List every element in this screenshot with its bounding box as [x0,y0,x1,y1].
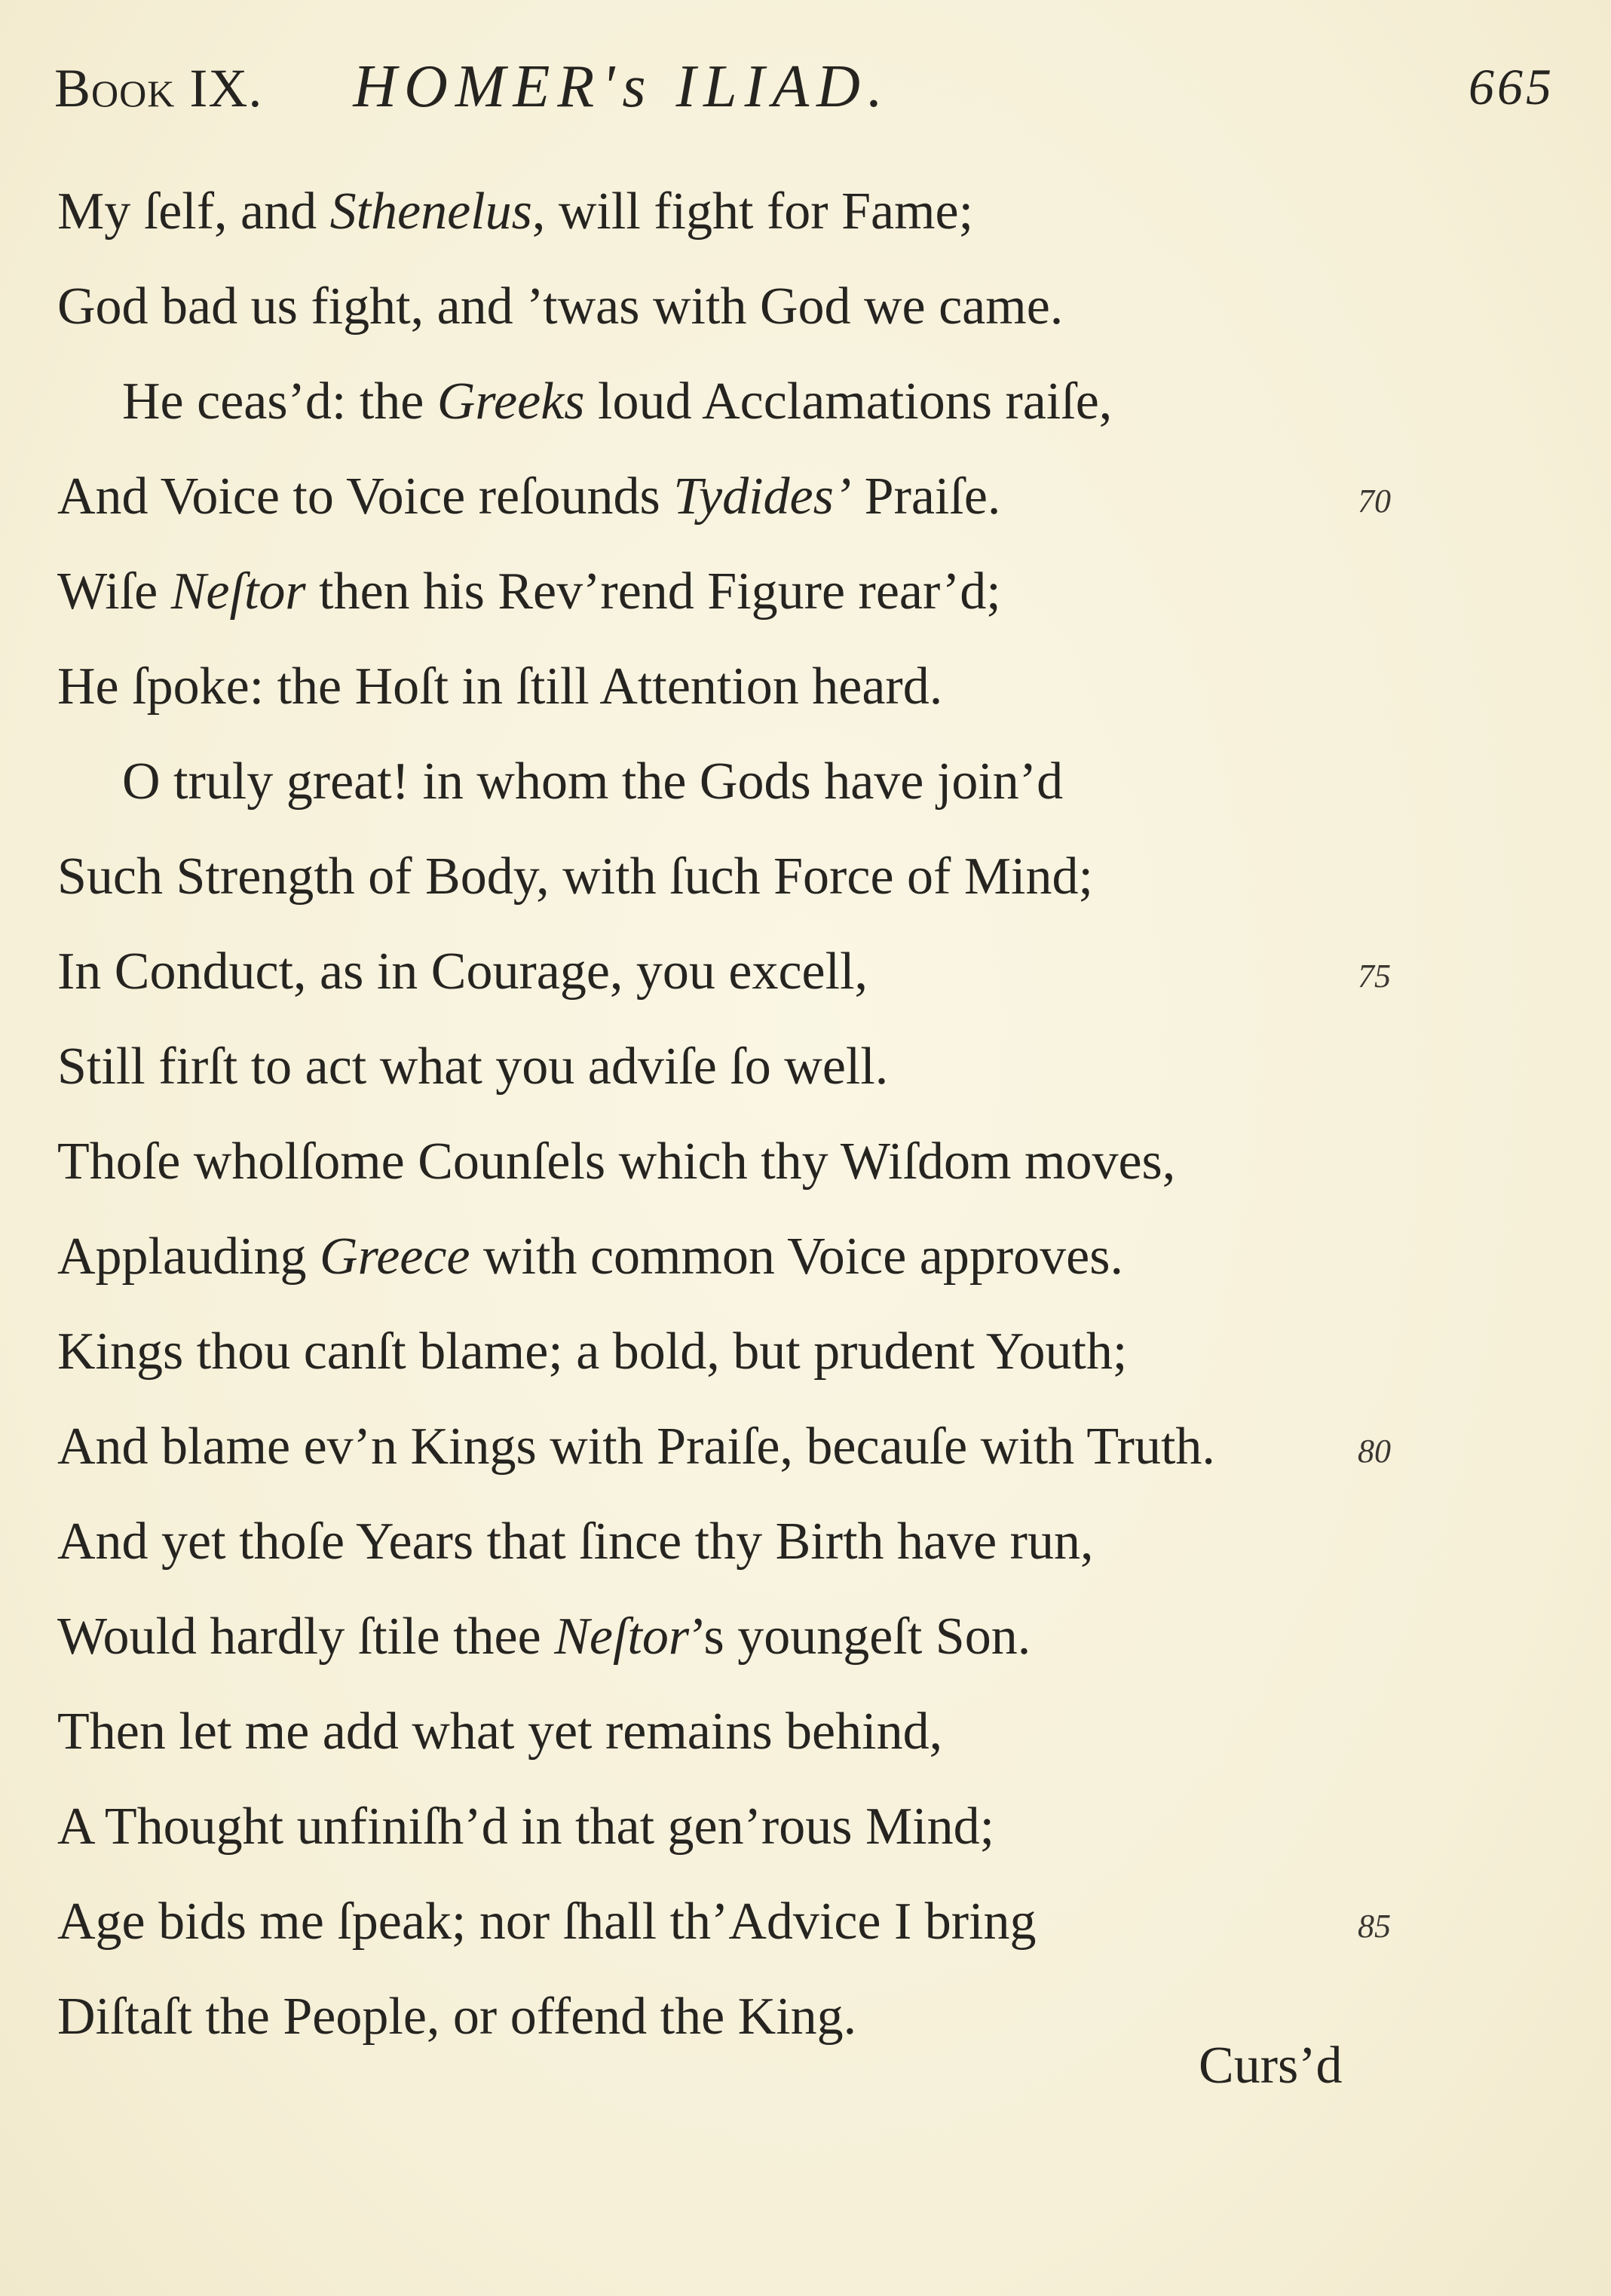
italic-name: Sthenelus [329,182,532,241]
verse-line-text [57,1228,1123,1286]
running-head [54,53,890,121]
verse-line [57,1399,1429,1494]
verse-text: Applauding [57,1228,320,1286]
verse-line-text [57,1703,942,1761]
verse-line [57,259,1429,354]
verse-text: ’s youngeſt Son. [689,1608,1031,1666]
verse-text: loud Acclamations raiſe, [584,372,1113,431]
verse-line [57,449,1429,544]
verse-text: Would hardly ſtile thee [57,1608,555,1666]
verse-line-text [57,277,1063,336]
verse-line-text [57,467,1000,526]
verse-text: Still firſt to act what you adviſe ſo well. [57,1038,889,1096]
italic-name: Neſtor [554,1608,690,1666]
verse-line [57,924,1429,1019]
verse-text: Kings thou canſt blame; a bold, but prudent Youth; [57,1323,1128,1381]
verse-text: Thoſe wholſome Counſels which thy Wiſdom moves, [57,1133,1176,1191]
verse-line [57,354,1429,449]
verse-line [57,1589,1429,1684]
verse-line [57,1779,1429,1875]
verse-line [57,1304,1429,1399]
verse-text: Age bids me ſpeak; nor ſhall th’Advice I bring [57,1893,1037,1951]
verse-line [57,164,1429,259]
italic-name: Neſtor [170,563,306,621]
verse-text: He ſpoke: the Hoſt in ſtill Attention heard. [57,658,943,716]
verse-text: , will fight for Fame; [531,182,974,241]
verse-line [57,639,1429,734]
verse-line-text [57,1038,888,1096]
italic-name: Greeks [436,372,585,431]
verse-text: My ſelf, and [57,182,330,241]
verse-line-text [57,1323,1127,1381]
verse-text: Praiſe. [851,467,1001,526]
verse-line [57,544,1429,639]
verse-line [57,1875,1429,1970]
page-number: 665 [1469,58,1554,115]
verse-line-text [57,1513,1093,1571]
verse-text: God bad us fight, and ’twas with God we came. [57,277,1064,336]
verse-line [57,734,1429,829]
verse-text: And yet thoſe Years that ſince thy Birth have run, [57,1513,1094,1571]
verse-line [57,1684,1429,1779]
italic-name: Greece [320,1228,470,1286]
verse-text: O truly great! in whom the Gods have join’d [122,753,1064,811]
verse-text: then his Rev’rend Figure rear’d; [305,563,1001,621]
verse-text: And blame ev’n Kings with Praiſe, becauſe with Truth. [57,1418,1215,1476]
verse-text: A Thought unfiniſh’d in that gen’rous Mind; [57,1798,995,1856]
book-title: HOMER's ILIAD. [353,54,890,120]
verse-line-text [57,1798,994,1856]
line-number: 85 [1358,1908,1391,1945]
book-label: Book IX. [54,58,263,118]
line-number: 80 [1358,1433,1391,1470]
verse-line-text [57,182,973,241]
verse-text: Then let me add what yet remains behind, [57,1703,943,1761]
verse-line [57,829,1429,924]
verse-line-text [57,1988,856,2046]
page-header [54,53,1554,136]
verse-line-text [57,1133,1175,1191]
verse-line-text [57,848,1093,906]
verse-text: In Conduct, as in Courage, you excell, [57,943,868,1001]
verse-line-text [57,1608,1031,1666]
verse-text: Diſtaſt the People, or offend the King. [57,1988,857,2046]
verse-line-text [57,943,868,1001]
verse-line-text [57,753,1063,811]
verse-line-text [57,658,942,716]
verse-text: He ceas’d: the [122,372,437,431]
catchword: Curs’d [1199,2037,1343,2095]
verse-text: And Voice to Voice reſounds [57,467,674,526]
verse-line-text [57,372,1112,431]
italic-name: Tydides’ [673,467,852,526]
verse-text: Wiſe [57,563,171,621]
verse-line-text [57,563,1001,621]
verse-block [57,164,1429,2065]
line-number: 70 [1358,483,1391,520]
verse-line-text [57,1418,1215,1476]
verse-line [57,1494,1429,1589]
verse-text: with common Voice approves. [470,1228,1123,1286]
verse-text: Such Strength of Body, with ſuch Force of Mind; [57,848,1093,906]
line-number: 75 [1358,958,1391,995]
verse-line-text [57,1893,1037,1951]
verse-line [57,1209,1429,1304]
verse-line [57,1114,1429,1209]
verse-line [57,1019,1429,1114]
